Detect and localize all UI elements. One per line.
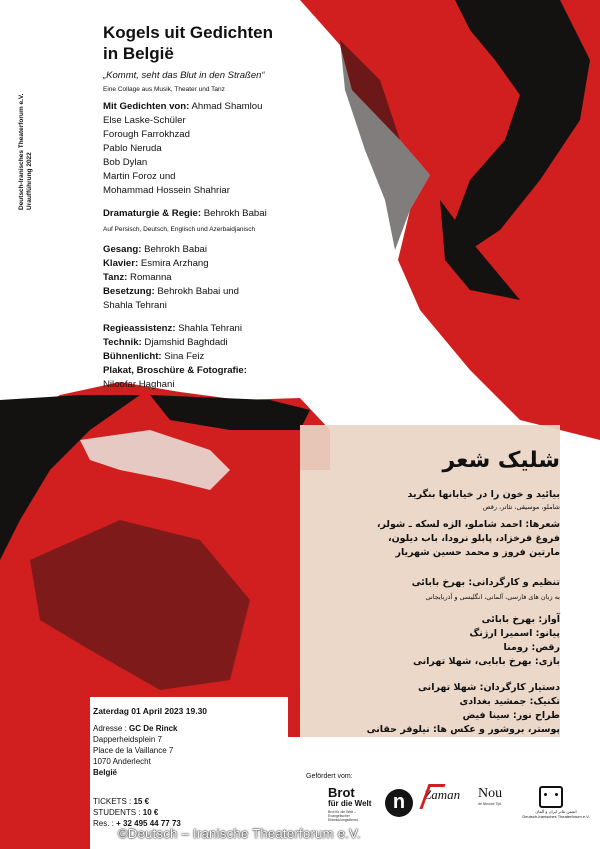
poster-title <box>103 22 333 64</box>
poet-5: Bob Dylan <box>103 157 148 168</box>
poet-6: Martin Foroz und <box>103 171 176 182</box>
nou-logo-text: Nou <box>478 786 503 801</box>
address-street-2: Place de la Vaillance 7 <box>93 746 174 755</box>
besetzung-label: Besetzung: <box>103 286 155 297</box>
persian-languages: به زبان های فارسی، آلمانی، انگلیسی و آذربایجانی <box>425 593 560 601</box>
persian-crew <box>367 681 560 737</box>
poets-label: Mit Gedichten von: <box>103 101 190 112</box>
persian-subtitle: بیائید و خون را در خیابانها بنگرید <box>407 489 560 500</box>
persian-poster: پوستر، بروشور و عکس ها: نیلوفر حقانی <box>366 724 560 735</box>
gesang-value: Behrokh Babai <box>144 244 207 255</box>
poets-section <box>103 100 262 198</box>
languages-note: Auf Persisch, Deutsch, Englisch und Azerbaidjanisch <box>103 226 256 233</box>
poet-4: Pablo Neruda <box>103 143 162 154</box>
technik-label: Technik: <box>103 337 142 348</box>
event-address <box>93 723 178 778</box>
persian-singing: آواز: بهرخ بابائی <box>481 614 560 625</box>
forum-logo-fa: انجمن تئاتر ایران و آلمان <box>535 809 577 814</box>
brot-logo-line1: Brot <box>328 785 355 800</box>
persian-poets-1: شعرها: احمد شاملو، الزه لسکه ـ شولر، <box>376 519 560 530</box>
title-line-1: Kogels uit Gedichten <box>103 23 274 42</box>
vertical-credit <box>18 30 34 210</box>
persian-dance: رقص: رومنا <box>503 642 560 653</box>
dramaturgie-label: Dramaturgie & Regie: <box>103 208 202 219</box>
subtitle: „Kommt, seht das Blut in den Straßen“ <box>103 70 265 81</box>
nou-logo-small: de Nieuwe Tijd <box>478 802 501 806</box>
persian-poets <box>377 518 560 560</box>
persian-collage: شاملو، موسیقی، تئاتر، رقص <box>482 503 560 511</box>
tickets-price: 15 € <box>133 797 150 806</box>
sponsors-label: Gefördert vom: <box>306 773 353 780</box>
tickets-label: TICKETS : <box>93 797 132 806</box>
poet-3: Forough Farrokhzad <box>103 129 190 140</box>
poet-2: Else Laske-Schüler <box>103 115 186 126</box>
tanz-label: Tanz: <box>103 272 128 283</box>
persian-lights: طراح نور: سینا فیض <box>462 710 560 721</box>
poet-7: Mohammad Hossein Shahriar <box>103 185 230 196</box>
nou-logo <box>478 786 514 806</box>
persian-cast: بازی: بهرخ بابایی، شهلا تهرانی <box>413 656 560 667</box>
students-price: 10 € <box>142 808 159 817</box>
persian-assistant: دستیار کارگردان: شهلا تهرانی <box>418 682 560 693</box>
buehnenlicht-label: Bühnenlicht: <box>103 351 162 362</box>
klavier-label: Klavier: <box>103 258 139 269</box>
brot-logo-small: Brot für die Welt – Evangelischer Entwicklungsdienst <box>328 810 358 822</box>
persian-technics: تکنیک: جمشید بغدادی <box>459 696 560 707</box>
zaman-logo-text: Zaman <box>424 787 461 802</box>
music-section <box>103 243 239 313</box>
dramaturgie <box>103 207 267 221</box>
persian-piano: پیانو: اسمیرا ارژنگ <box>469 628 560 639</box>
persian-music <box>413 613 560 669</box>
reservation-phone: + 32 495 44 77 73 <box>116 819 181 828</box>
plakat-label: Plakat, Broschüre & Fotografie: <box>103 365 247 376</box>
n-logo <box>385 789 413 817</box>
plakat-value: Niloofar Haghani <box>103 379 175 390</box>
gesang-label: Gesang: <box>103 244 142 255</box>
vertical-line-1: Deutsch-Iranisches Theaterforum e.V. <box>18 93 25 210</box>
brot-logo-line2: für die Welt <box>328 799 372 808</box>
vertical-line-2: Uraufführung 2022 <box>26 152 33 210</box>
students-label: STUDENTS : <box>93 808 141 817</box>
besetzung-value: Behrokh Babai und <box>157 286 239 297</box>
reservation-label: Res. : <box>93 819 114 828</box>
persian-poets-2: فروغ فرخزاد، پابلو نرودا، باب دیلون، <box>387 533 560 544</box>
address-city: 1070 Anderlecht <box>93 757 151 766</box>
buehnenlicht-value: Sina Feiz <box>164 351 205 362</box>
persian-title: شلیک شعر <box>442 448 560 473</box>
address-street-1: Dapperheidsplein 7 <box>93 735 162 744</box>
zaman-logo <box>424 788 480 802</box>
forum-logo-de: Deutsch-Iranisches Theaterforum e.V. <box>522 814 590 819</box>
dramaturgie-value: Behrokh Babai <box>203 208 267 219</box>
poet-1: Ahmad Shamlou <box>191 101 263 112</box>
technik-value: Djamshid Baghdadi <box>144 337 228 348</box>
theaterforum-logo <box>517 786 595 819</box>
n-logo-text: n <box>392 791 406 813</box>
klavier-value: Esmira Arzhang <box>140 258 209 269</box>
address-country: België <box>93 768 118 777</box>
besetzung-value-2: Shahla Tehrani <box>103 300 167 311</box>
theater-mask-icon <box>539 786 563 808</box>
regieassistenz-label: Regieassistenz: <box>103 323 176 334</box>
persian-poets-3: مارتین فروز و محمد حسین شهریار <box>395 547 560 558</box>
collage-description: Eine Collage aus Musik, Theater und Tanz <box>103 86 225 93</box>
crew-section <box>103 322 247 392</box>
ticket-info <box>93 796 181 829</box>
tanz-value: Romanna <box>130 272 172 283</box>
persian-direction: تنظیم و کارگردانی: بهرخ بابائی <box>411 577 560 588</box>
address-label: Adresse : <box>93 724 127 733</box>
title-line-2: in België <box>103 44 174 63</box>
brot-logo <box>328 787 378 822</box>
regieassistenz-value: Shahla Tehrani <box>178 323 243 334</box>
event-date: Zaterdag 01 April 2023 19.30 <box>93 706 208 716</box>
copyright: ©Deutsch – Iranische Theaterforum e.V. <box>118 826 361 841</box>
venue-name: GC De Rinck <box>129 724 178 733</box>
